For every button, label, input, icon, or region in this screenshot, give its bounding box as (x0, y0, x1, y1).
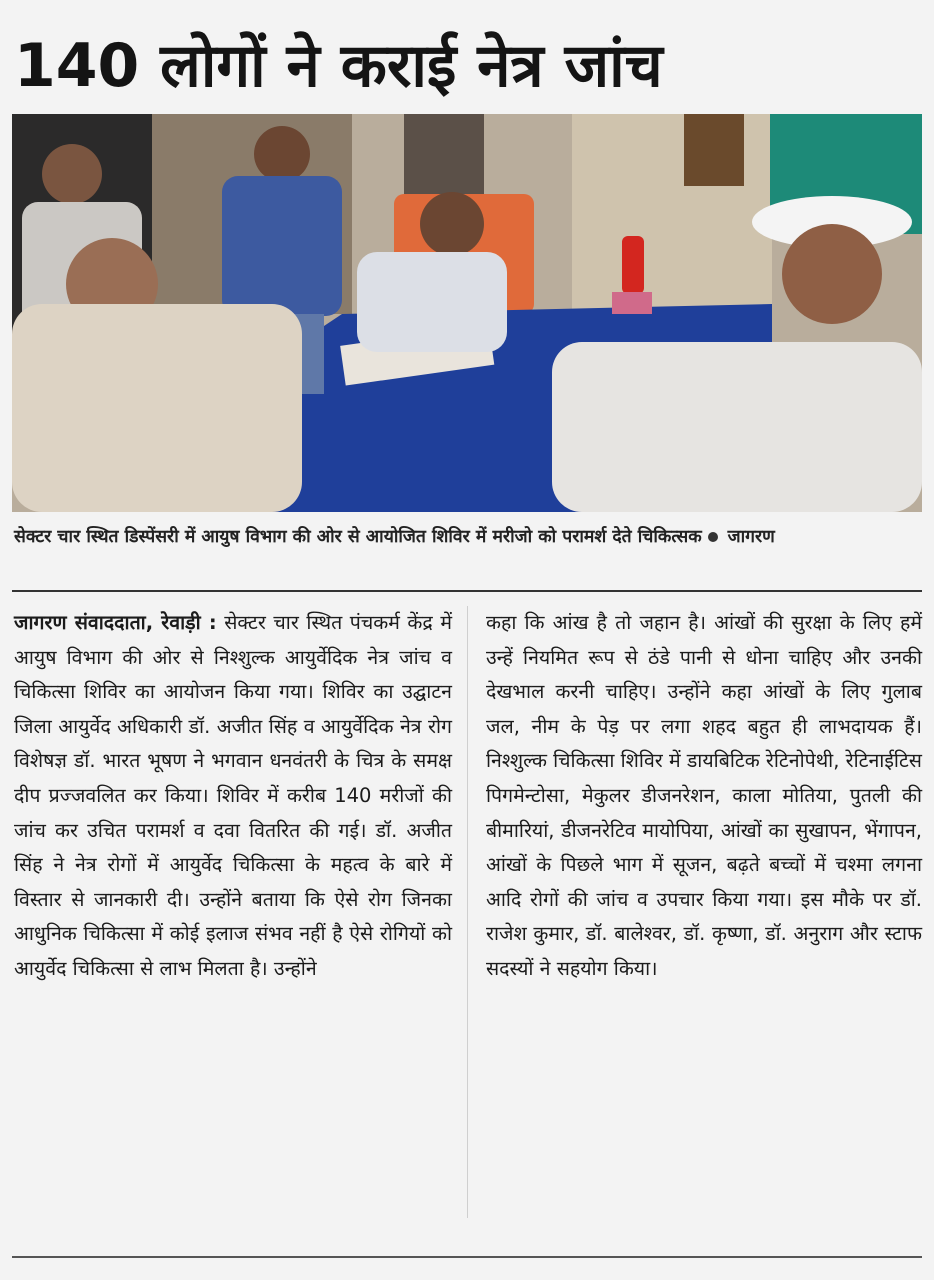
left-man-head (42, 144, 102, 204)
doctor-head (420, 192, 484, 256)
column-divider (467, 606, 468, 1218)
news-photo (12, 114, 922, 512)
cap-man-head (782, 224, 882, 324)
caption-credit: जागरण (727, 527, 775, 547)
rule-bottom (12, 1256, 922, 1258)
pink-box (612, 292, 652, 314)
article-column-right (486, 606, 922, 987)
byline: जागरण संवाददाता, रेवाड़ी : (14, 611, 217, 634)
doctor-body (357, 252, 507, 352)
article-text-left: सेक्टर चार स्थित पंचकर्म केंद्र में आयुष विभाग की ओर से निश्शुल्क आयुर्वेदिक नेत्र जांच व चिकित्सा शिविर का आयोजन किया गया। शिविर का उद्घाटन जिला आयुर्वेद अधिकारी डॉ. अजीत सिंह व आयुर्वेदिक नेत्र रोग विशेषज्ञ डॉ. भारत भूषण ने भगवान धनवंतरी के चित्र के समक्ष दीप प्रज्जवलित कर किया। शिविर में करीब 140 मरीजों की जांच कर उचित परामर्श व दवा वितरित की गई। डॉ. अजीत सिंह ने नेत्र रोगों में आयुर्वेद चिकित्सा के महत्व के बारे में विस्तार से जानकारी दी। उन्होंने बताया कि ऐसे रोग जिनका आधुनिक चिकित्सा में कोई इलाज संभव नहीं है ऐसे रोगियों को आयुर्वेद चिकित्सा से लाभ मिलता है। उन्होंने (14, 611, 452, 980)
cap-man-body (552, 342, 922, 512)
photo-caption (14, 522, 920, 552)
man-head (254, 126, 310, 182)
wall-frame (684, 114, 744, 186)
article-text-right: कहा कि आंख है तो जहान है। आंखों की सुरक्षा के लिए हमें उन्हें नियमित रूप से ठंडे पानी से धोना चाहिए और उनकी देखभाल करनी चाहिए। उन्होंने कहा आंखों के लिए गुलाब जल, नीम के पेड़ पर लगा शहद बहुत ही लाभदायक हैं। निश्शुल्क चिकित्सा शिविर में डायबिटिक रेटिनोपेथी, रेटिनाईटिस पिगमेन्टोसा, मेकुलर डीजनरेशन, काला मोतिया, पुतली की बीमारियां, डीजनरेटिव मायोपिया, आंखों का सुखापन, भेंगापन, आंखों के पिछले भाग में सूजन, बढ़ते बच्चों में चश्मा लगना आदि रोगों की जांच व उपचार किया गया। इस मौके पर डॉ. राजेश कुमार, डॉ. बालेश्वर, डॉ. कृष्णा, डॉ. अनुराग और स्टाफ सदस्यों ने सहयोग किया। (486, 611, 922, 980)
red-bottle (622, 236, 644, 294)
article-column-left (14, 606, 452, 987)
man-blue-shirt (222, 176, 342, 316)
shelf (404, 114, 484, 194)
photo-illustration (12, 114, 922, 512)
elder-body (12, 304, 302, 512)
rule-top (12, 590, 922, 592)
caption-text: सेक्टर चार स्थित डिस्पेंसरी में आयुष विभाग की ओर से आयोजित शिविर में मरीजो को परामर्श देते चिकित्सक (14, 527, 702, 547)
headline: 140 लोगों ने कराई नेत्र जांच (14, 31, 663, 101)
bullet-icon (708, 532, 718, 542)
